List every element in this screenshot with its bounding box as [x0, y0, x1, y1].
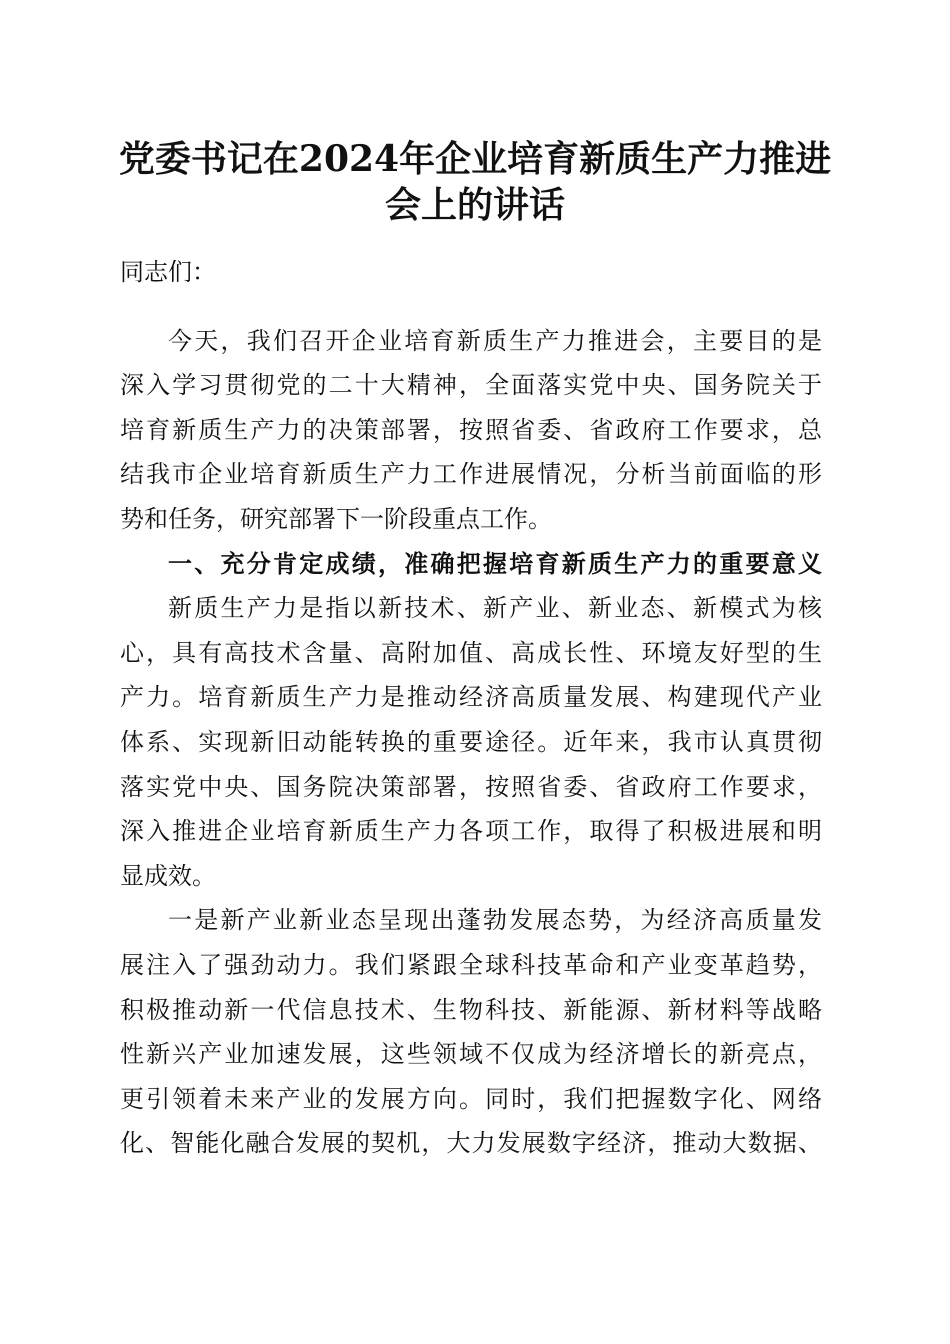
paragraph-line: 性新兴产业加速发展，这些领域不仅成为经济增长的新亮点，: [120, 1040, 822, 1069]
document-title: [100, 136, 850, 228]
paragraph-line: 势和任务，研究部署下一阶段重点工作。: [120, 504, 552, 533]
section-heading: 一、充分肯定成绩，准确把握培育新质生产力的重要意义: [168, 549, 822, 578]
document-body: [120, 250, 822, 1166]
title-line-1: 党委书记在2024年企业培育新质生产力推进: [118, 138, 832, 180]
paragraph-line: 化、智能化融合发展的契机，大力发展数字经济，推动大数据、: [120, 1129, 822, 1158]
paragraph-line: 培育新质生产力的决策部署，按照省委、省政府工作要求，总: [120, 415, 822, 444]
paragraph-line: 落实党中央、国务院决策部署，按照省委、省政府工作要求，: [120, 772, 822, 801]
paragraph-line: 显成效。: [120, 861, 216, 890]
paragraph-1: [120, 319, 822, 542]
paragraph-line: 今天，我们召开企业培育新质生产力推进会，主要目的是: [168, 326, 822, 355]
paragraph-line: 产力。培育新质生产力是推动经济高质量发展、构建现代产业: [120, 683, 822, 712]
paragraph-line: 体系、实现新旧动能转换的重要途径。近年来，我市认真贯彻: [120, 727, 822, 756]
paragraph-2: [120, 586, 822, 898]
paragraph-line: 心，具有高技术含量、高附加值、高成长性、环境友好型的生: [120, 638, 822, 667]
paragraph-3: [120, 898, 822, 1166]
paragraph-line: 结我市企业培育新质生产力工作进展情况，分析当前面临的形: [120, 460, 822, 489]
paragraph-line: 深入推进企业培育新质生产力各项工作，取得了积极进展和明: [120, 817, 822, 846]
title-line-2: 会上的讲话: [384, 184, 565, 226]
paragraph-line: 深入学习贯彻党的二十大精神，全面落实党中央、国务院关于: [120, 371, 822, 400]
paragraph-line: 更引领着未来产业的发展方向。同时，我们把握数字化、网络: [120, 1084, 822, 1113]
paragraph-line: 积极推动新一代信息技术、生物科技、新能源、新材料等战略: [120, 995, 822, 1024]
paragraph-line: 展注入了强劲动力。我们紧跟全球科技革命和产业变革趋势，: [120, 950, 822, 979]
paragraph-line: 新质生产力是指以新技术、新产业、新业态、新模式为核: [168, 594, 822, 623]
paragraph-line: 一是新产业新业态呈现出蓬勃发展态势，为经济高质量发: [168, 906, 822, 935]
greeting: 同志们：: [120, 258, 216, 286]
